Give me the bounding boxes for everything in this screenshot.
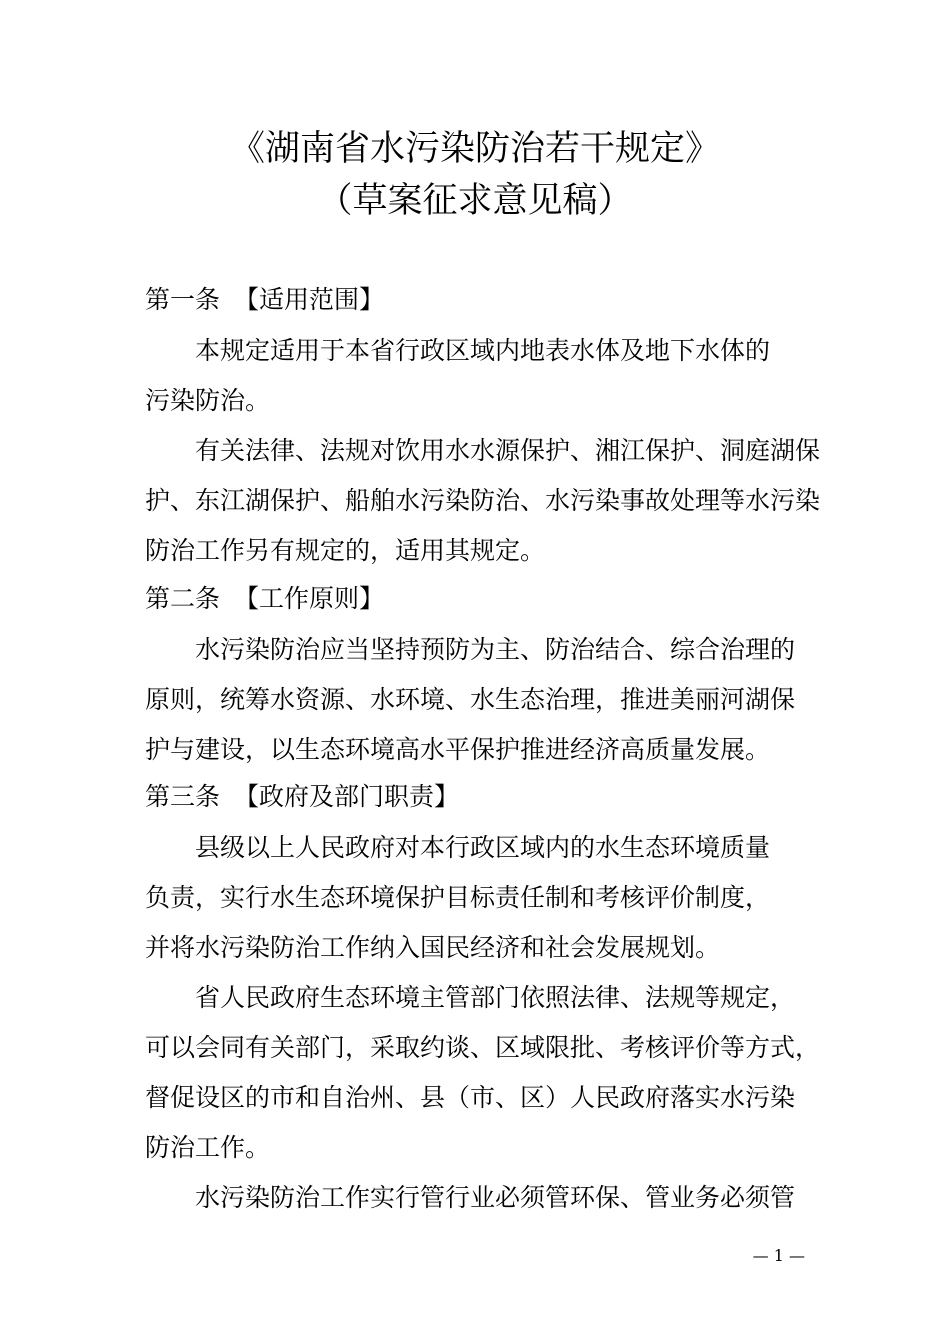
article-number: 第一条	[145, 285, 221, 314]
paragraph-line: 督促设区的市和自治州、县（市、区）人民政府落实水污染	[145, 1083, 796, 1112]
article-1-heading	[145, 285, 384, 315]
paragraph-line: 护与建设，以生态环境高水平保护推进经济高质量发展。	[145, 735, 771, 764]
article-number: 第三条	[145, 782, 221, 811]
document-title: 《湖南省水污染防治若干规定》	[229, 129, 720, 169]
page-number: — 1 —	[752, 1246, 805, 1265]
article-title: 【工作原则】	[234, 584, 385, 613]
article-2-heading	[145, 584, 384, 614]
paragraph-line: 可以会同有关部门，采取约谈、区域限批、考核评价等方式，	[145, 1033, 821, 1062]
article-number: 第二条	[145, 584, 221, 613]
paragraph-line: 本规定适用于本省行政区域内地表水体及地下水体的	[195, 336, 771, 365]
paragraph-line: 水污染防治应当坚持预防为主、防治结合、综合治理的	[195, 635, 796, 664]
paragraph-line: 有关法律、法规对饮用水水源保护、湘江保护、洞庭湖保	[195, 436, 821, 465]
paragraph-line: 负责，实行水生态环境保护目标责任制和考核评价制度，	[145, 883, 771, 912]
paragraph-line: 防治工作。	[145, 1133, 271, 1162]
paragraph-line: 县级以上人民政府对本行政区域内的水生态环境质量	[195, 833, 771, 862]
paragraph-line: 防治工作另有规定的，适用其规定。	[145, 536, 546, 565]
article-3-heading	[145, 782, 459, 812]
article-title: 【政府及部门职责】	[234, 782, 460, 811]
paragraph-line: 污染防治。	[145, 386, 271, 415]
paragraph-line: 水污染防治工作实行管行业必须管环保、管业务必须管	[195, 1183, 796, 1212]
paragraph-line: 原则，统筹水资源、水环境、水生态治理，推进美丽河湖保	[145, 685, 796, 714]
article-title: 【适用范围】	[234, 285, 385, 314]
paragraph-line: 护、东江湖保护、船舶水污染防治、水污染事故处理等水污染	[145, 486, 821, 515]
document-subtitle: （草案征求意见稿）	[317, 181, 633, 221]
paragraph-line: 省人民政府生态环境主管部门依照法律、法规等规定，	[195, 983, 796, 1012]
paragraph-line: 并将水污染防治工作纳入国民经济和社会发展规划。	[145, 933, 721, 962]
